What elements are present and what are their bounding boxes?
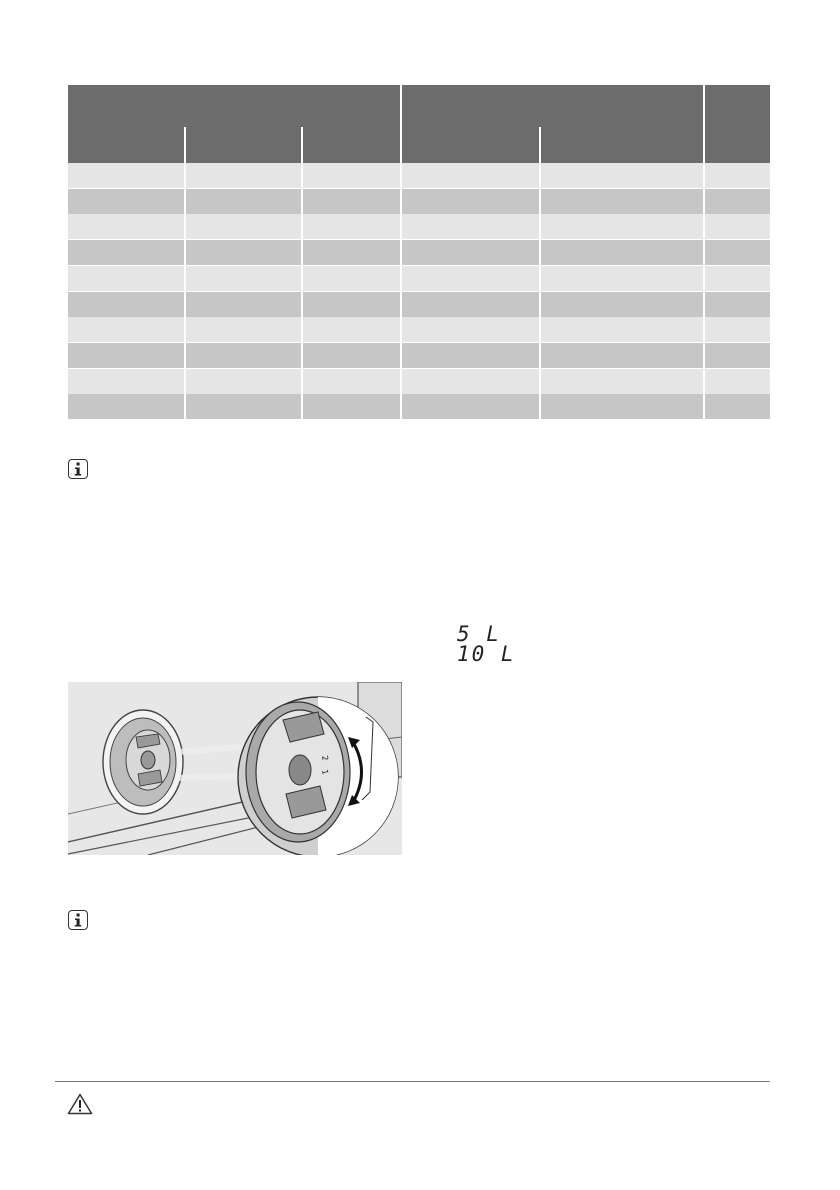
cell-separator — [539, 240, 541, 265]
cell-separator — [703, 369, 705, 394]
header-subdivider — [184, 127, 186, 163]
warning-icon — [67, 1093, 93, 1115]
cell-separator — [184, 163, 186, 188]
cell-separator — [301, 292, 303, 317]
cell-separator — [184, 317, 186, 342]
table-row — [68, 369, 770, 394]
cell-separator — [400, 266, 402, 291]
section-divider — [55, 1081, 770, 1082]
display-code-10l: 10 L — [457, 642, 516, 666]
cell-separator — [184, 240, 186, 265]
cell-separator — [539, 369, 541, 394]
cell-separator — [301, 240, 303, 265]
cell-separator — [400, 343, 402, 368]
cell-separator — [184, 369, 186, 394]
cell-separator — [539, 266, 541, 291]
cell-separator — [400, 240, 402, 265]
table-row — [68, 394, 770, 419]
cell-separator — [400, 369, 402, 394]
cell-separator — [184, 343, 186, 368]
table-row — [68, 292, 770, 317]
dial-number-2: 2 — [320, 754, 330, 762]
cell-separator — [400, 317, 402, 342]
cell-separator — [703, 394, 705, 419]
cell-separator — [184, 214, 186, 239]
cell-separator — [301, 369, 303, 394]
table-row — [68, 240, 770, 265]
table-row — [68, 214, 770, 239]
cell-separator — [301, 343, 303, 368]
header-divider — [400, 85, 402, 163]
cell-separator — [539, 343, 541, 368]
cell-separator — [301, 394, 303, 419]
header-subdivider — [301, 127, 303, 163]
cell-separator — [703, 189, 705, 214]
cell-separator — [539, 163, 541, 188]
info-icon — [68, 910, 88, 930]
dial-number-1: 1 — [320, 768, 330, 776]
header-subdivider — [539, 127, 541, 163]
cell-separator — [400, 163, 402, 188]
table-row — [68, 163, 770, 188]
small-dial-icon — [103, 710, 183, 814]
cell-separator — [703, 163, 705, 188]
cell-separator — [539, 214, 541, 239]
table-row — [68, 266, 770, 291]
table-row — [68, 317, 770, 342]
cell-separator — [703, 266, 705, 291]
water-softener-dial-illustration — [68, 682, 402, 855]
cell-separator — [703, 292, 705, 317]
cell-separator — [184, 394, 186, 419]
cell-separator — [539, 292, 541, 317]
cell-separator — [400, 214, 402, 239]
cell-separator — [184, 266, 186, 291]
cell-separator — [703, 240, 705, 265]
table-header — [68, 85, 770, 163]
cell-separator — [703, 214, 705, 239]
cell-separator — [400, 394, 402, 419]
cell-separator — [301, 163, 303, 188]
info-icon — [68, 459, 88, 479]
cell-separator — [703, 317, 705, 342]
cell-separator — [301, 317, 303, 342]
cell-separator — [703, 343, 705, 368]
table-row — [68, 189, 770, 214]
cell-separator — [400, 189, 402, 214]
display-code-5l: 5 L — [457, 622, 501, 646]
header-divider — [703, 85, 705, 163]
cell-separator — [539, 317, 541, 342]
cell-separator — [539, 394, 541, 419]
cell-separator — [301, 266, 303, 291]
cell-separator — [184, 189, 186, 214]
table-row — [68, 343, 770, 368]
cell-separator — [301, 214, 303, 239]
cell-separator — [539, 189, 541, 214]
cell-separator — [400, 292, 402, 317]
cell-separator — [301, 189, 303, 214]
cell-separator — [184, 292, 186, 317]
magnified-dial-icon — [238, 697, 398, 855]
